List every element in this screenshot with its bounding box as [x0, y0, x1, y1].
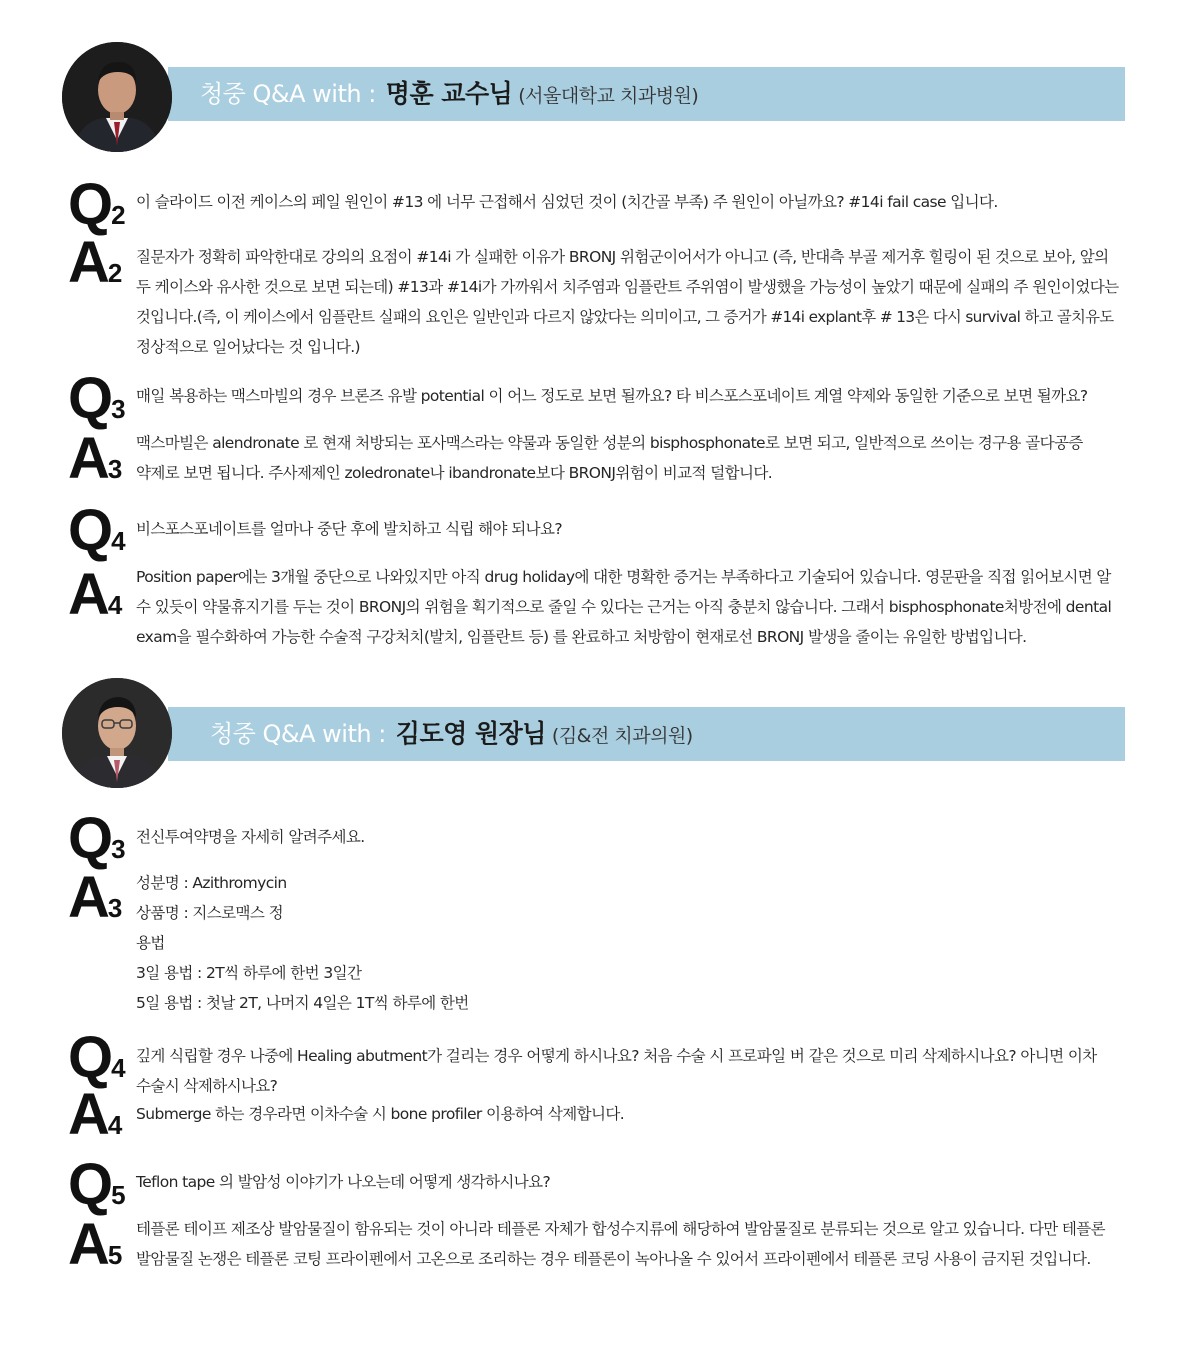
question-marker: Q5 — [68, 1152, 126, 1217]
answer-marker: A4 — [68, 562, 123, 627]
speaker-name: 김도영 원장님 — [395, 719, 546, 748]
answer-marker: A4 — [68, 1082, 123, 1147]
question-text: 비스포스포네이트를 얼마나 중단 후에 발치하고 식립 해야 되나요? — [136, 520, 562, 538]
question-marker: Q3 — [68, 806, 126, 871]
question-text: 깊게 식립할 경우 나중에 Healing abutment가 걸리는 경우 어떻게 하시나요? 처음 수술 시 프로파일 버 같은 것으로 미리 삭제하시나요? 아니면 이차 수술시 삭제하시나요? — [136, 1047, 1097, 1095]
answer-text: Position paper에는 3개월 중단으로 나와있지만 아직 drug holiday에 대한 명확한 증거는 부족하다고 기술되어 있습니다. 영문판을 직접 읽어보시면 알 수 있듯이 약물휴지기를 두는 것이 BRONJ의 위험을 획기적으로 줄일 수 있다는 근거는 아직 충분치 않습니다. 그래서 bisphosphonate처방전에 dental exam을 필수화하여 가능한 수술적 구강처치(발치, 임플란트 등) 를 완료하고 처방함이 현재로선 BRONJ 발생을 줄이는 유일한 방법입니다. — [136, 568, 1112, 646]
answer-text: 테플론 테이프 제조상 발암물질이 함유되는 것이 아니라 테플론 자체가 합성수지류에 해당하여 발암물질로 분류되는 것으로 알고 있습니다. 다만 테플론 발암물질 논쟁은 테플론 코팅 프라이펜에서 고온으로 조리하는 경우 테플론이 녹아나올 수 있어서 프라이펜에서 테플론 코딩 사용이 금지된 것입니다. — [136, 1220, 1106, 1268]
banner-title-1 — [200, 67, 698, 121]
answer-text: 질문자가 정확히 파악한대로 강의의 요점이 #14i 가 실패한 이유가 BRONJ 위험군이어서가 아니고 (즉, 반대측 부골 제거후 힐링이 된 것으로 보아, 앞의 두 케이스와 유사한 것으로 보면 되는데) #13과 #14i가 가까워서 치주염과 임플란트 주위염이 발생했을 가능성이 높았기 때문에 실패의 주 원인이었다는 것입니다.(즉, 이 케이스에서 임플란트 실패의 요인은 일반인과 다르지 않았다는 의미이고, 그 증거가 #14i explant후 # 13은 다시 survival 하고 골치유도 정상적으로 일어났다는 것 입니다.) — [136, 248, 1119, 356]
speaker-affiliation: (김&전 치과의원) — [551, 725, 693, 747]
speaker-banner-1 — [168, 67, 1125, 121]
question-marker: Q3 — [68, 366, 126, 431]
question-text: 매일 복용하는 맥스마빌의 경우 브론즈 유발 potential 이 어느 정도로 보면 될까요? 타 비스포스포네이트 계열 약제와 동일한 기준으로 보면 될까요? — [136, 387, 1088, 405]
answer-marker: A3 — [68, 426, 123, 491]
answer-marker: A5 — [68, 1212, 123, 1277]
banner-prefix: 청중 Q&A with : — [210, 720, 386, 748]
speaker-affiliation: (서울대학교 치과병원) — [518, 85, 699, 107]
banner-prefix: 청중 Q&A with : — [200, 80, 376, 108]
answer-marker: A2 — [68, 230, 123, 295]
avatar-speaker-2 — [62, 678, 172, 788]
answer-text: Submerge 하는 경우라면 이차수술 시 bone profiler 이용하여 삭제합니다. — [136, 1105, 625, 1123]
question-text: 전신투여약명을 자세히 알려주세요. — [136, 828, 365, 846]
answer-text: 맥스마빌은 alendronate 로 현재 처방되는 포사맥스라는 약물과 동일한 성분의 bisphosphonate로 보면 되고, 일반적으로 쓰이는 경구용 골다공증 약제로 보면 됩니다. 주사제제인 zoledronate나 ibandronate보다 BRONJ위험이 비교적 덜합니다. — [136, 434, 1083, 482]
speaker-name: 명훈 교수님 — [385, 79, 513, 108]
answer-text: 성분명 : Azithromycin 상품명 : 지스로맥스 정 용법 3일 용법 : 2T씩 하루에 한번 3일간 5일 용법 : 첫날 2T, 나머지 4일은 1T씩 하루에 한번 — [136, 874, 469, 1012]
speaker-banner-2 — [168, 707, 1125, 761]
banner-title-2 — [210, 707, 693, 761]
answer-marker: A3 — [68, 865, 123, 930]
question-marker: Q4 — [68, 498, 126, 563]
question-marker: Q2 — [68, 172, 126, 237]
question-text: Teflon tape 의 발암성 이야기가 나오는데 어떻게 생각하시나요? — [136, 1173, 551, 1191]
avatar-speaker-1 — [62, 42, 172, 152]
question-marker: Q4 — [68, 1025, 126, 1090]
question-text: 이 슬라이드 이전 케이스의 페일 원인이 #13 에 너무 근접해서 심었던 것이 (치간골 부족) 주 원인이 아닐까요? #14i fail case 입니다. — [136, 193, 998, 211]
